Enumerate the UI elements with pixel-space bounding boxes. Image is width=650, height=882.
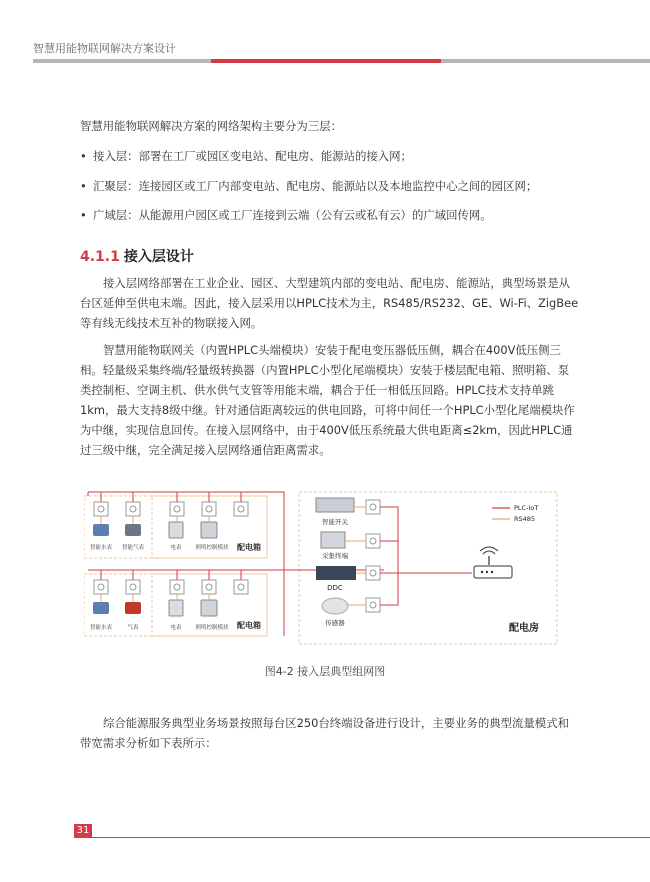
socket-icon [94, 580, 108, 594]
device-label: 气表 [127, 625, 139, 631]
plc-line [380, 507, 472, 605]
section-number: 4.1.1 [80, 249, 120, 265]
gas-meter-icon [125, 602, 141, 614]
socket-icon [202, 502, 216, 516]
rs485-line [101, 516, 209, 602]
bullet-item: • 接入层：部署在工厂或园区变电站、配电房、能源站的接入网； [80, 149, 412, 163]
smart-switch-icon [316, 498, 354, 512]
ddc-icon [316, 566, 356, 580]
device-label: 照明控制模块 [195, 625, 229, 631]
running-header: 智慧用能物联网解决方案设计 [33, 42, 176, 55]
signal-icon [480, 547, 498, 554]
device-label: 传感器 [325, 619, 345, 627]
sensor-icon [322, 598, 348, 614]
paragraph-1: 接入层网络部署在工业企业、园区、大型建筑内部的变电站、配电房、能源站，典型场景是从台区延伸至供电末端。因此，接入层采用以HPLC技术为主，RS485/RS232、GE、Wi-Fi、ZigBee等有线无线技术互补的物联接入网。 [80, 276, 579, 330]
socket-icon [94, 502, 108, 516]
device-label: DDC [327, 584, 343, 592]
socket-icon [366, 500, 380, 514]
legend-plc-label: PLC-IoT [514, 504, 539, 512]
bullet-icon: • [80, 179, 87, 193]
device-label: 电表 [170, 545, 182, 551]
lighting-module-icon [201, 600, 217, 616]
bullet-icon: • [80, 149, 87, 163]
water-meter-icon [93, 602, 109, 614]
section-heading [80, 246, 194, 266]
device-label: 智能开关 [322, 518, 348, 526]
socket-icon [170, 580, 184, 594]
device-label: 智能水表 [89, 625, 113, 631]
device-label: 电表 [170, 625, 182, 631]
section-title: 接入层设计 [123, 249, 194, 265]
socket-icon [202, 580, 216, 594]
socket-icon [234, 502, 248, 516]
water-meter-icon [93, 524, 109, 536]
collection-terminal-icon [321, 532, 345, 548]
power-room-label: 配电房 [509, 623, 539, 634]
plc-line [88, 570, 284, 580]
electric-meter-icon [169, 600, 183, 616]
figure-caption: 图4-2 接入层典型组网图 [264, 665, 386, 678]
socket-icon [126, 502, 140, 516]
plc-line [88, 492, 284, 636]
paragraph-2: 智慧用能物联网关（内置HPLC头端模块）安装于配电变压器低压侧，耦合在400V低压侧三相。轻量级采集终端/轻量级转换器（内置HPLC小型化尾端模块）安装于楼层配电箱、照明箱、泵类控制柜、空调主机、供水供气支管等用能末端，耦合于任一相低压回路。HPLC技术支持单跳1km，最大支持8级中继。针对通信距离较远的供电回路，可将中间任一个HPLC小型化尾端模块作为中继，实现信息回传。在接入层网络中，由于400V低压系统最大供电距离≤2km，因此HPLC通过三级中继，完全满足接入层网络通信距离需求。 [80, 343, 575, 457]
gas-meter-icon [125, 524, 141, 536]
plc-line [88, 492, 241, 502]
network-diagram [84, 488, 559, 648]
socket-icon [234, 580, 248, 594]
header-rule-gray-right [441, 59, 650, 63]
distribution-box-label: 配电箱 [237, 543, 261, 552]
paragraph-3: 综合能源服务典型业务场景按照每台区250台终端设备进行设计，主要业务的典型流量模式和带宽需求分析如下表所示： [80, 716, 569, 750]
footer-rule [92, 837, 650, 838]
lighting-module-icon [201, 522, 217, 538]
socket-icon [366, 566, 380, 580]
device-label: 照明控制模块 [195, 545, 229, 551]
bullet-item: • 广域层：从能源用户园区或工厂连接到云端（公有云或私有云）的广域回传网。 [80, 208, 492, 222]
socket-icon [366, 534, 380, 548]
header-rule-red [211, 59, 441, 63]
electric-meter-icon [169, 522, 183, 538]
legend-rs485-label: RS485 [514, 515, 536, 523]
device-label: 采集终端 [322, 552, 348, 560]
socket-icon [170, 502, 184, 516]
distribution-box-label: 配电箱 [237, 621, 261, 630]
socket-icon [126, 580, 140, 594]
device-label: 智能水表 [89, 545, 113, 551]
rs485-line [345, 507, 366, 605]
bullet-icon: • [80, 208, 87, 222]
bullet-item: • 汇聚层：连接园区或工厂内部变电站、配电房、能源站以及本地监控中心之间的园区网； [80, 179, 538, 193]
header-rule-gray-left [33, 59, 211, 63]
intro-text: 智慧用能物联网解决方案的网络架构主要分为三层： [80, 119, 342, 133]
page-number: 31 [74, 824, 92, 838]
socket-icon [366, 598, 380, 612]
device-label: 智能气表 [121, 545, 145, 551]
